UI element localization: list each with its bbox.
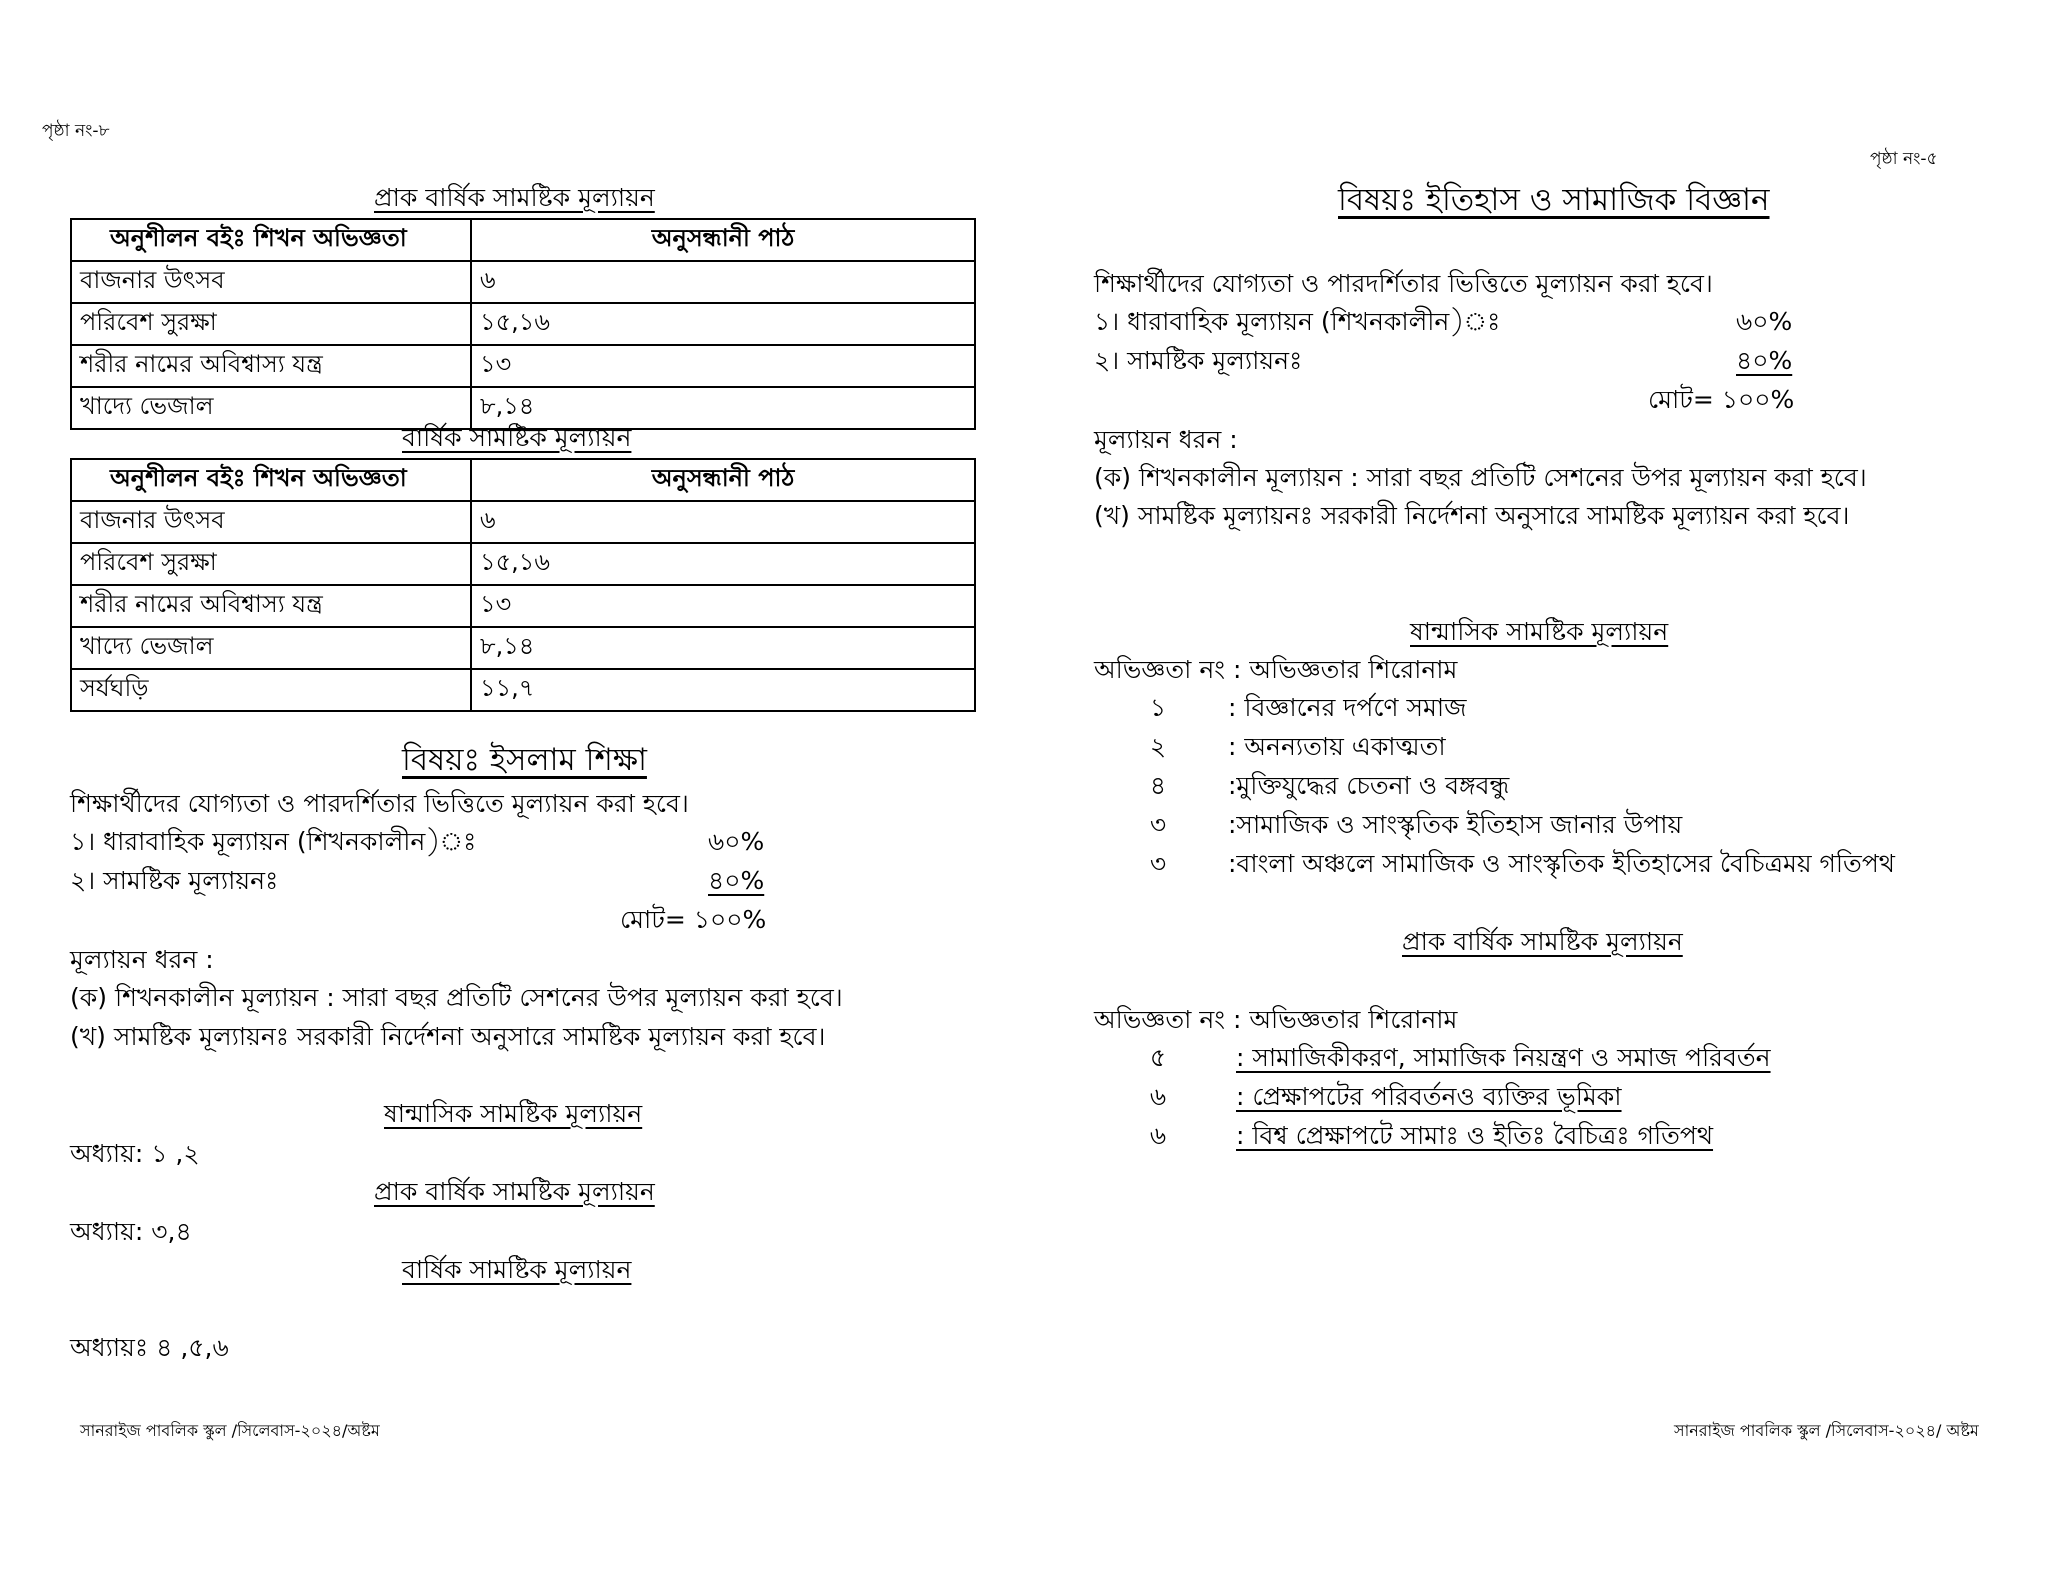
experience-number: ২ xyxy=(1149,732,1167,761)
table-row xyxy=(71,303,975,345)
table-header-row xyxy=(71,459,975,501)
summative-label: ২। সামষ্টিক মূল্যায়নঃ xyxy=(1094,346,1303,375)
method-heading: মূল্যায়ন ধরন : xyxy=(70,945,214,974)
list-item xyxy=(1138,688,1988,724)
annual-title-2: বার্ষিক সামষ্টিক মূল্যায়ন xyxy=(402,1255,632,1284)
annual-chapters: অধ্যায়ঃ ৪ ,৫,৬ xyxy=(70,1333,229,1362)
summative-value: ৪০% xyxy=(708,866,765,895)
experience-title: :মুক্তিযুদ্ধের চেতনা ও বঙ্গবন্ধু xyxy=(1228,771,1510,800)
table-header-row xyxy=(71,219,975,261)
total-value: মোট= ১০০% xyxy=(1648,385,1795,414)
continuous-value: ৬০% xyxy=(1736,307,1793,336)
table-cell: ৬ xyxy=(471,261,975,303)
annual-title: বার্ষিক সামষ্টিক মূল্যায়ন xyxy=(402,423,632,452)
experience-title: : প্রেক্ষাপটের পরিবর্তনও ব্যক্তির ভূমিকা xyxy=(1236,1082,1622,1111)
summative-value: ৪০% xyxy=(1736,346,1793,375)
experience-number: ৫ xyxy=(1149,1043,1167,1072)
column-header-lesson: অনুসন্ধানী পাঠ xyxy=(471,459,975,501)
table-row xyxy=(71,543,975,585)
page-number: পৃষ্ঠা নং-৫ xyxy=(1870,149,1938,169)
table-cell: খাদ্যে ভেজাল xyxy=(71,387,471,429)
experience-title: : বিজ্ঞানের দর্পণে সমাজ xyxy=(1228,693,1467,722)
experience-number: ৩ xyxy=(1149,849,1167,878)
table-cell: খাদ্যে ভেজাল xyxy=(71,627,471,669)
table-cell: বাজনার উৎসব xyxy=(71,261,471,303)
experience-title: :সামাজিক ও সাংস্কৃতিক ইতিহাস জানার উপায় xyxy=(1228,810,1683,839)
footer-text: সানরাইজ পাবলিক স্কুল /সিলেবাস-২০২৪/অষ্টম xyxy=(80,1421,380,1440)
subject-title: বিষয়ঃ ইসলাম শিক্ষা xyxy=(402,742,647,778)
experience-title: : সামাজিকীকরণ, সামাজিক নিয়ন্ত্রণ ও সমাজ পরিবর্তন xyxy=(1236,1043,1771,1072)
experience-number: ৩ xyxy=(1149,810,1167,839)
experience-number: ৬ xyxy=(1149,1082,1167,1111)
intro-text: শিক্ষার্থীদের যোগ্যতা ও পারদর্শিতার ভিত্তিতে মূল্যায়ন করা হবে। xyxy=(70,789,689,818)
intro-text: শিক্ষার্থীদের যোগ্যতা ও পারদর্শিতার ভিত্তিতে মূল্যায়ন করা হবে। xyxy=(1094,269,1713,298)
method-a: (ক) শিখনকালীন মূল্যায়ন : সারা বছর প্রতিটি সেশনের উপর মূল্যায়ন করা হবে। xyxy=(70,983,843,1012)
summative-label: ২। সামষ্টিক মূল্যায়নঃ xyxy=(70,866,279,895)
pre-annual-title: প্রাক বার্ষিক সামষ্টিক মূল্যায়ন xyxy=(374,183,655,212)
table-cell: ১৩ xyxy=(471,585,975,627)
list-item xyxy=(1138,727,1988,763)
experience-title: : অনন্যতায় একাত্মতা xyxy=(1228,732,1446,761)
pre-annual-table xyxy=(70,218,976,430)
experience-number: ১ xyxy=(1149,693,1167,722)
table-row xyxy=(71,501,975,543)
annual-table xyxy=(70,458,976,712)
list-item xyxy=(1138,1077,1988,1113)
half-yearly-chapters: অধ্যায়: ১ ,২ xyxy=(70,1139,200,1168)
total-value: মোট= ১০০% xyxy=(620,905,767,934)
column-header-experience: অনুশীলন বইঃ শিখন অভিজ্ঞতা xyxy=(71,219,471,261)
method-heading: মূল্যায়ন ধরন : xyxy=(1094,425,1238,454)
experience-header: অভিজ্ঞতা নং : অভিজ্ঞতার শিরোনাম xyxy=(1094,655,1458,684)
experience-number: ৬ xyxy=(1149,1121,1167,1150)
table-cell: ৬ xyxy=(471,501,975,543)
table-cell: পরিবেশ সুরক্ষা xyxy=(71,543,471,585)
table-cell: সর্যঘড়ি xyxy=(71,669,471,711)
experience-title: :বাংলা অঞ্চলে সামাজিক ও সাংস্কৃতিক ইতিহাসের বৈচিত্রময় গতিপথ xyxy=(1228,849,1895,878)
table-row xyxy=(71,669,975,711)
table-row xyxy=(71,585,975,627)
table-row xyxy=(71,345,975,387)
table-cell: ৮,১৪ xyxy=(471,387,975,429)
table-cell: শরীর নামের অবিশ্বাস্য যন্ত্র xyxy=(71,345,471,387)
method-b: (খ) সামষ্টিক মূল্যায়নঃ সরকারী নির্দেশনা অনুসারে সামষ্টিক মূল্যায়ন করা হবে। xyxy=(1094,501,1850,530)
table-row xyxy=(71,627,975,669)
list-item xyxy=(1138,805,1988,841)
method-a: (ক) শিখনকালীন মূল্যায়ন : সারা বছর প্রতিটি সেশনের উপর মূল্যায়ন করা হবে। xyxy=(1094,463,1867,492)
list-item xyxy=(1138,844,1998,880)
list-item xyxy=(1138,766,1988,802)
table-cell: পরিবেশ সুরক্ষা xyxy=(71,303,471,345)
continuous-value: ৬০% xyxy=(708,827,765,856)
experience-header: অভিজ্ঞতা নং : অভিজ্ঞতার শিরোনাম xyxy=(1094,1005,1458,1034)
subject-title: বিষয়ঃ ইতিহাস ও সামাজিক বিজ্ঞান xyxy=(1338,182,1770,218)
continuous-label: ১। ধারাবাহিক মূল্যায়ন (শিখনকালীন)ঃ xyxy=(70,827,477,856)
table-cell: ১৫,১৬ xyxy=(471,543,975,585)
table-cell: ১৫,১৬ xyxy=(471,303,975,345)
footer-text: সানরাইজ পাবলিক স্কুল /সিলেবাস-২০২৪/ অষ্টম xyxy=(1674,1421,1979,1440)
table-row xyxy=(71,261,975,303)
column-header-experience: অনুশীলন বইঃ শিখন অভিজ্ঞতা xyxy=(71,459,471,501)
pre-annual-title: প্রাক বার্ষিক সামষ্টিক মূল্যায়ন xyxy=(1402,927,1683,956)
table-cell: বাজনার উৎসব xyxy=(71,501,471,543)
continuous-label: ১। ধারাবাহিক মূল্যায়ন (শিখনকালীন)ঃ xyxy=(1094,307,1501,336)
half-yearly-title: ষান্মাসিক সামষ্টিক মূল্যায়ন xyxy=(384,1099,643,1128)
experience-title: : বিশ্ব প্রেক্ষাপটে সামাঃ ও ইতিঃ বৈচিত্রঃ গতিপথ xyxy=(1236,1121,1714,1150)
table-cell: ১১,৭ xyxy=(471,669,975,711)
list-item xyxy=(1138,1038,1988,1074)
list-item xyxy=(1138,1116,1988,1152)
method-b: (খ) সামষ্টিক মূল্যায়নঃ সরকারী নির্দেশনা অনুসারে সামষ্টিক মূল্যায়ন করা হবে। xyxy=(70,1022,826,1051)
table-cell: ৮,১৪ xyxy=(471,627,975,669)
page-number: পৃষ্ঠা নং-৮ xyxy=(42,121,110,141)
pre-annual-chapters: অধ্যায়: ৩,৪ xyxy=(70,1217,192,1246)
half-yearly-title: ষান্মাসিক সামষ্টিক মূল্যায়ন xyxy=(1410,617,1669,646)
pre-annual-title-2: প্রাক বার্ষিক সামষ্টিক মূল্যায়ন xyxy=(374,1177,655,1206)
table-cell: ১৩ xyxy=(471,345,975,387)
experience-number: ৪ xyxy=(1149,771,1167,800)
column-header-lesson: অনুসন্ধানী পাঠ xyxy=(471,219,975,261)
table-cell: শরীর নামের অবিশ্বাস্য যন্ত্র xyxy=(71,585,471,627)
